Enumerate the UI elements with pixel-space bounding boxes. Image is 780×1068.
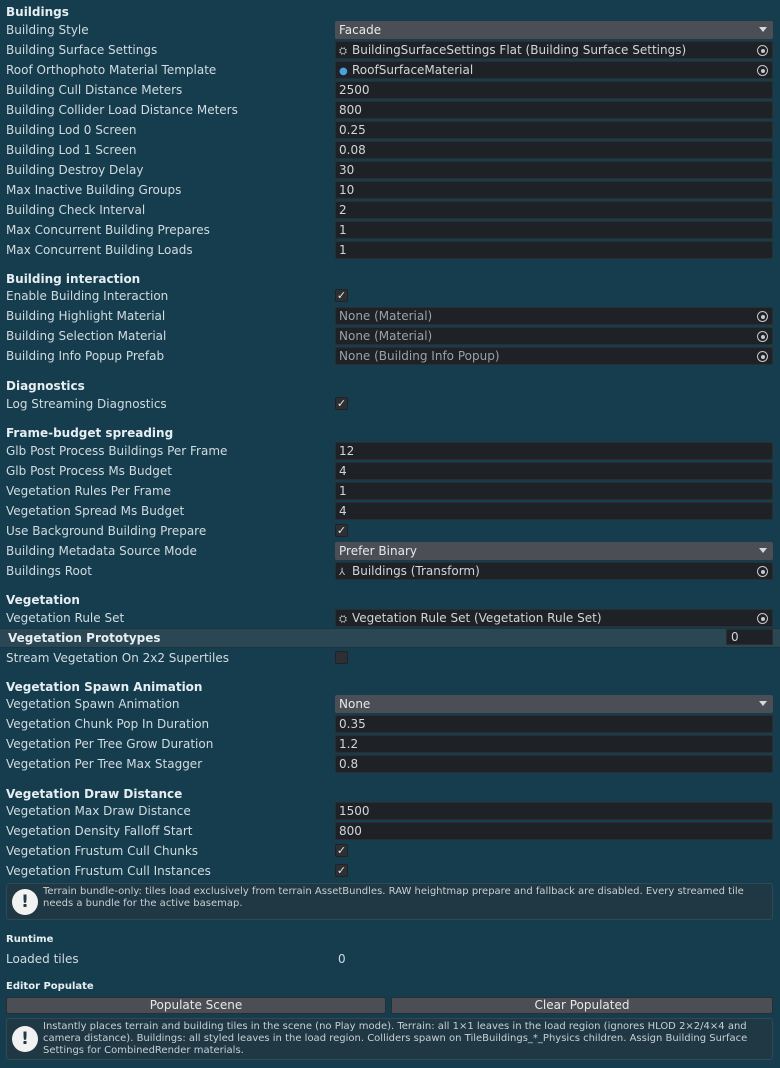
section-frame-budget: Frame-budget spreading	[6, 426, 174, 440]
object-picker-icon[interactable]	[757, 351, 768, 362]
row-tree-grow	[0, 734, 780, 754]
row-veg-rules	[0, 481, 780, 501]
destroy-delay-label: Building Destroy Delay	[6, 163, 144, 177]
vegetation-prototypes-foldout[interactable]	[0, 628, 780, 648]
section-spawn-animation: Vegetation Spawn Animation	[6, 680, 203, 694]
max-prepares-input[interactable]: 1	[335, 221, 773, 239]
row-glb-per-frame	[0, 441, 780, 461]
max-stagger-label: Vegetation Per Tree Max Stagger	[6, 757, 203, 771]
cull-chunks-label: Vegetation Frustum Cull Chunks	[6, 844, 199, 858]
object-picker-icon[interactable]	[757, 45, 768, 56]
terrain-bundle-help-box	[6, 883, 773, 920]
row-info-popup	[0, 346, 780, 366]
section-buildings: Buildings	[6, 5, 69, 19]
scriptable-object-icon: ⛭	[339, 46, 347, 57]
info-popup-field[interactable]	[335, 347, 773, 365]
spawn-animation-value: None	[339, 697, 371, 711]
buildings-root-field[interactable]	[335, 562, 773, 580]
chevron-down-icon	[759, 701, 767, 706]
row-buildings-root	[0, 561, 780, 581]
vegetation-prototypes-label: Vegetation Prototypes	[8, 631, 161, 645]
cull-chunks-checkbox[interactable]: ✓	[336, 844, 347, 857]
building-style-label: Building Style	[6, 23, 89, 37]
log-diagnostics-label: Log Streaming Diagnostics	[6, 397, 167, 411]
check-interval-label: Building Check Interval	[6, 203, 146, 217]
max-inactive-input[interactable]: 10	[335, 181, 773, 199]
row-cull-instances	[0, 861, 780, 881]
row-lod0	[0, 120, 780, 140]
max-loads-input[interactable]: 1	[335, 241, 773, 259]
max-stagger-input[interactable]: 0.8	[335, 755, 773, 773]
roof-material-label: Roof Orthophoto Material Template	[6, 63, 217, 77]
destroy-delay-input[interactable]: 30	[335, 161, 773, 179]
chunk-pop-label: Vegetation Chunk Pop In Duration	[6, 717, 210, 731]
clear-populated-button[interactable]: Clear Populated	[391, 997, 773, 1014]
highlight-material-field[interactable]	[335, 307, 773, 325]
populate-help-box	[6, 1018, 773, 1060]
object-picker-icon[interactable]	[757, 65, 768, 76]
row-destroy-delay	[0, 160, 780, 180]
row-loaded-tiles	[0, 949, 780, 969]
glb-ms-input[interactable]: 4	[335, 462, 773, 480]
section-building-interaction: Building interaction	[6, 272, 141, 286]
lod1-label: Building Lod 1 Screen	[6, 143, 137, 157]
metadata-mode-value: Prefer Binary	[339, 544, 417, 558]
glb-per-frame-label: Glb Post Process Buildings Per Frame	[6, 444, 228, 458]
row-chunk-pop	[0, 714, 780, 734]
density-falloff-input[interactable]: 800	[335, 822, 773, 840]
row-max-inactive	[0, 180, 780, 200]
row-density-falloff	[0, 821, 780, 841]
info-popup-label: Building Info Popup Prefab	[6, 349, 165, 363]
lod1-input[interactable]: 0.08	[335, 141, 773, 159]
row-max-loads	[0, 240, 780, 260]
spawn-animation-dropdown[interactable]	[335, 695, 773, 713]
rule-set-field[interactable]	[335, 609, 773, 627]
max-inactive-label: Max Inactive Building Groups	[6, 183, 182, 197]
rule-set-value: Vegetation Rule Set (Vegetation Rule Set)	[352, 611, 602, 625]
row-selection-material	[0, 326, 780, 346]
glb-ms-label: Glb Post Process Ms Budget	[6, 464, 172, 478]
veg-spread-input[interactable]: 4	[335, 502, 773, 520]
collider-load-distance-input[interactable]: 800	[335, 101, 773, 119]
supertiles-label: Stream Vegetation On 2x2 Supertiles	[6, 651, 229, 665]
chevron-down-icon	[759, 548, 767, 553]
info-popup-value: None (Building Info Popup)	[339, 349, 500, 363]
row-glb-ms	[0, 461, 780, 481]
tree-grow-input[interactable]: 1.2	[335, 735, 773, 753]
lod0-input[interactable]: 0.25	[335, 121, 773, 139]
check-interval-input[interactable]: 2	[335, 201, 773, 219]
populate-help-text: Instantly places terrain and building tiles in the scene (no Play mode). Terrain: all 1×1 leaves in the load region (ignores HLOD 2×2/4×4 and camera distance). Buildings: all styled leaves in the load region. Colliders spawn on TileBuildings_*_Physics children. Assign Building Surface Settings for CombinedRender materials.	[43, 1021, 748, 1056]
roof-material-value: RoofSurfaceMaterial	[352, 63, 474, 77]
max-draw-input[interactable]: 1500	[335, 802, 773, 820]
enable-interaction-checkbox[interactable]: ✓	[336, 289, 347, 302]
row-lod1	[0, 140, 780, 160]
scriptable-object-icon: ⛭	[339, 614, 347, 625]
row-building-style	[0, 20, 780, 40]
terrain-bundle-help-text: Terrain bundle-only: tiles load exclusively from terrain AssetBundles. RAW heightmap prepare and fallback are disabled. Every streamed tile needs a bundle for the active basemap.	[43, 886, 744, 909]
row-supertiles	[0, 648, 780, 668]
selection-material-value: None (Material)	[339, 329, 433, 343]
cull-distance-label: Building Cull Distance Meters	[6, 83, 183, 97]
veg-rules-input[interactable]: 1	[335, 482, 773, 500]
building-surface-settings-label: Building Surface Settings	[6, 43, 158, 57]
transform-icon: ⅄	[339, 567, 346, 578]
row-enable-interaction	[0, 286, 780, 306]
row-bg-prepare	[0, 521, 780, 541]
bg-prepare-label: Use Background Building Prepare	[6, 524, 207, 538]
chevron-down-icon	[759, 27, 767, 32]
row-metadata-mode	[0, 541, 780, 561]
max-draw-label: Vegetation Max Draw Distance	[6, 804, 191, 818]
cull-instances-checkbox[interactable]: ✓	[336, 864, 347, 877]
alert-icon: !	[12, 1026, 38, 1052]
row-max-stagger	[0, 754, 780, 774]
row-cull-distance	[0, 80, 780, 100]
density-falloff-label: Vegetation Density Falloff Start	[6, 824, 193, 838]
loaded-tiles-label: Loaded tiles	[6, 952, 79, 966]
row-max-prepares	[0, 220, 780, 240]
building-style-value: Facade	[339, 23, 382, 37]
veg-rules-label: Vegetation Rules Per Frame	[6, 484, 172, 498]
row-veg-spread	[0, 501, 780, 521]
object-picker-icon[interactable]	[757, 311, 768, 322]
highlight-material-value: None (Material)	[339, 309, 433, 323]
section-diagnostics: Diagnostics	[6, 379, 85, 393]
selection-material-label: Building Selection Material	[6, 329, 167, 343]
chunk-pop-input[interactable]: 0.35	[335, 715, 773, 733]
object-picker-icon[interactable]	[757, 566, 768, 577]
row-highlight-material	[0, 306, 780, 326]
building-style-dropdown[interactable]	[335, 21, 773, 39]
building-surface-settings-value: BuildingSurfaceSettings Flat (Building Surface Settings)	[352, 43, 687, 57]
cull-instances-label: Vegetation Frustum Cull Instances	[6, 864, 211, 878]
loaded-tiles-value: 0	[338, 952, 346, 966]
lod0-label: Building Lod 0 Screen	[6, 123, 137, 137]
vegetation-prototypes-count[interactable]: 0	[726, 629, 773, 645]
material-icon: ●	[339, 66, 348, 77]
object-picker-icon[interactable]	[757, 331, 768, 342]
section-runtime: Runtime	[6, 934, 54, 945]
row-log-diagnostics	[0, 394, 780, 414]
row-cull-chunks	[0, 841, 780, 861]
object-picker-icon[interactable]	[757, 613, 768, 624]
enable-interaction-label: Enable Building Interaction	[6, 289, 169, 303]
populate-scene-button[interactable]: Populate Scene	[6, 997, 386, 1014]
row-building-surface-settings	[0, 40, 780, 60]
row-rule-set	[0, 608, 780, 628]
collider-load-distance-label: Building Collider Load Distance Meters	[6, 103, 238, 117]
section-vegetation: Vegetation	[6, 593, 80, 607]
log-diagnostics-checkbox[interactable]: ✓	[336, 397, 347, 410]
veg-spread-label: Vegetation Spread Ms Budget	[6, 504, 185, 518]
row-check-interval	[0, 200, 780, 220]
max-prepares-label: Max Concurrent Building Prepares	[6, 223, 210, 237]
buildings-root-value: Buildings (Transform)	[352, 564, 480, 578]
building-surface-settings-field[interactable]	[335, 41, 773, 59]
roof-material-field[interactable]	[335, 61, 773, 79]
section-editor-populate: Editor Populate	[6, 981, 94, 992]
row-spawn-animation	[0, 694, 780, 714]
highlight-material-label: Building Highlight Material	[6, 309, 166, 323]
section-draw-distance: Vegetation Draw Distance	[6, 787, 183, 801]
selection-material-field[interactable]	[335, 327, 773, 345]
metadata-mode-label: Building Metadata Source Mode	[6, 544, 197, 558]
rule-set-label: Vegetation Rule Set	[6, 611, 125, 625]
spawn-animation-label: Vegetation Spawn Animation	[6, 697, 180, 711]
bg-prepare-checkbox[interactable]: ✓	[336, 524, 347, 537]
alert-icon: !	[12, 889, 38, 915]
supertiles-checkbox[interactable]	[335, 651, 348, 664]
row-collider-load-distance	[0, 100, 780, 120]
tree-grow-label: Vegetation Per Tree Grow Duration	[6, 737, 214, 751]
metadata-mode-dropdown[interactable]	[335, 542, 773, 560]
max-loads-label: Max Concurrent Building Loads	[6, 243, 193, 257]
glb-per-frame-input[interactable]: 12	[335, 442, 773, 460]
cull-distance-input[interactable]: 2500	[335, 81, 773, 99]
buildings-root-label: Buildings Root	[6, 564, 92, 578]
row-roof-material	[0, 60, 780, 80]
row-max-draw	[0, 801, 780, 821]
